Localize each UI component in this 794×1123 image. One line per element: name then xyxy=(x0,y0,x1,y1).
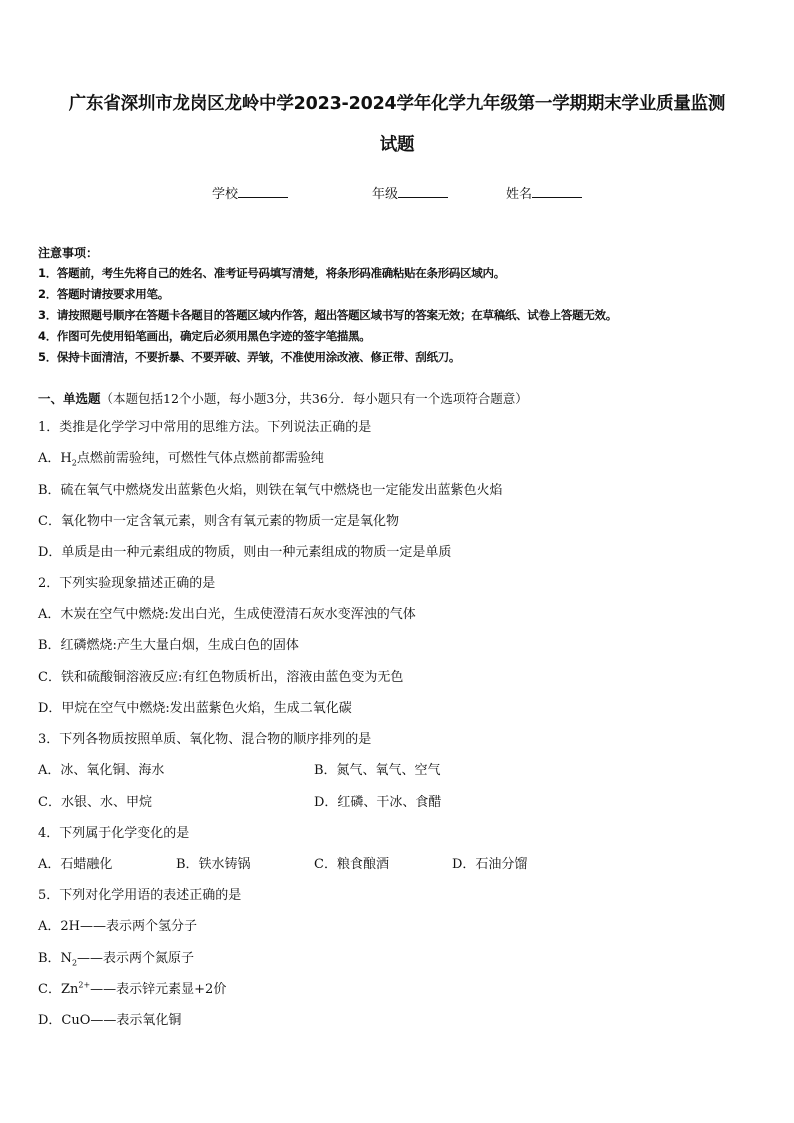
notice-heading: 注意事项： xyxy=(38,246,99,260)
name-blank xyxy=(532,185,582,198)
exam-title-line2: 试题 xyxy=(379,135,415,155)
option-d: D．石油分馏 xyxy=(452,857,528,872)
school-label: 学校 xyxy=(212,187,239,202)
option-c xyxy=(38,978,226,997)
superscript: 2+ xyxy=(78,980,91,990)
exam-title-line1: 广东省深圳市龙岗区龙岭中学2023-2024学年化学九年级第一学期期末学业质量监测 xyxy=(68,94,726,114)
option-text: C．Zn xyxy=(38,982,79,997)
option-b: B．红磷燃烧:产生大量白烟，生成白色的固体 xyxy=(38,638,299,653)
option-c: C．铁和硫酸铜溶液反应:有红色物质析出，溶液由蓝色变为无色 xyxy=(38,670,404,685)
grade-blank xyxy=(398,185,448,198)
name-label: 姓名 xyxy=(506,187,533,202)
option-a xyxy=(38,447,324,468)
option-b: B．硫在氧气中燃烧发出蓝紫色火焰，则铁在氧气中燃烧也一定能发出蓝紫色火焰 xyxy=(38,483,503,498)
option-text: ——表示锌元素显+2价 xyxy=(90,982,227,997)
subscript: 2 xyxy=(71,958,78,968)
option-d: D．单质是由一种元素组成的物质，则由一种元素组成的物质一定是单质 xyxy=(38,545,452,560)
option-d: D．红磷、干冰、食醋 xyxy=(314,795,442,810)
notice-item: 2．答题时请按要求用笔。 xyxy=(38,287,169,301)
question-stem: 4．下列属于化学变化的是 xyxy=(38,826,190,841)
option-b: B．铁水铸锅 xyxy=(176,857,251,872)
option-b xyxy=(38,947,194,968)
option-text: A．H xyxy=(38,451,72,466)
option-a: A．石蜡融化 xyxy=(38,857,113,872)
question-stem: 2．下列实验现象描述正确的是 xyxy=(38,576,216,591)
question-stem: 3．下列各物质按照单质、氧化物、混合物的顺序排列的是 xyxy=(38,732,372,747)
notice-item: 4．作图可先使用铅笔画出，确定后必须用黑色字迹的签字笔描黑。 xyxy=(38,329,371,343)
notice-item: 5．保持卡面清洁，不要折暴、不要弄破、弄皱，不准使用涂改液、修正带、刮纸刀。 xyxy=(38,350,461,364)
grade-field xyxy=(372,183,448,202)
option-text: ——表示两个氮原子 xyxy=(77,951,195,966)
school-blank xyxy=(238,185,288,198)
option-c: C．粮食酿酒 xyxy=(314,857,389,872)
option-a: A．冰、氧化铜、海水 xyxy=(38,763,165,778)
option-a: A．木炭在空气中燃烧:发出白光，生成使澄清石灰水变浑浊的气体 xyxy=(38,607,416,622)
option-d: D．甲烷在空气中燃烧:发出蓝紫色火焰，生成二氧化碳 xyxy=(38,701,352,716)
option-b: B．氮气、氧气、空气 xyxy=(314,763,441,778)
section-heading xyxy=(38,389,528,407)
option-text: 点燃前需验纯，可燃性气体点燃前都需验纯 xyxy=(76,451,324,466)
option-d: D．CuO——表示氧化铜 xyxy=(38,1013,182,1028)
section-note: （本题包括12个小题，每小题3分，共36分．每小题只有一个选项符合题意） xyxy=(100,391,528,406)
notice-item: 1．答题前，考生先将自己的姓名、准考证号码填写清楚，将条形码准确粘贴在条形码区域内。 xyxy=(38,266,505,280)
option-c: C．氧化物中一定含氧元素，则含有氧元素的物质一定是氧化物 xyxy=(38,514,399,529)
subscript: 2 xyxy=(71,458,77,468)
name-field xyxy=(506,183,582,202)
question-stem: 1．类推是化学学习中常用的思维方法。下列说法正确的是 xyxy=(38,420,372,435)
school-field xyxy=(212,183,288,202)
grade-label: 年级 xyxy=(372,187,399,202)
question-stem: 5．下列对化学用语的表述正确的是 xyxy=(38,888,242,903)
option-c: C．水银、水、甲烷 xyxy=(38,795,152,810)
option-a: A．2H——表示两个氢分子 xyxy=(38,919,197,934)
section-title: 一、单选题 xyxy=(38,391,101,406)
notice-item: 3．请按照题号顺序在答题卡各题目的答题区域内作答，超出答题区域书写的答案无效；在草稿纸、试卷上答题无效。 xyxy=(38,308,617,322)
option-text: B．N xyxy=(38,951,72,966)
